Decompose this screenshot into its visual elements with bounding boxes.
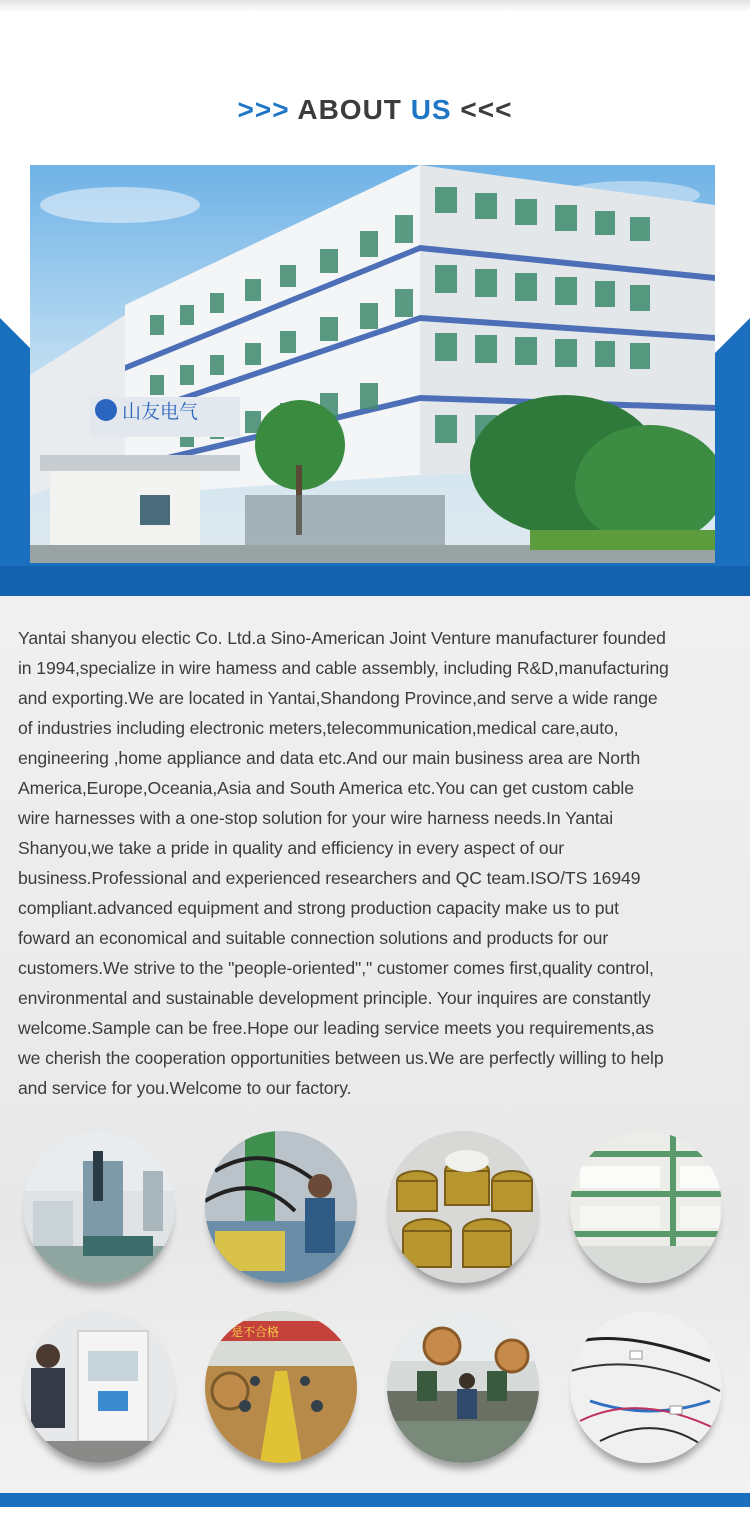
gallery-photo-assembly-workstation [23, 1311, 175, 1463]
footer-blue-bar [0, 1493, 750, 1507]
gallery-banner-text: 是不合格 [231, 1325, 280, 1339]
factory-gallery [0, 1128, 750, 1488]
top-shadow [0, 0, 750, 12]
gallery-photo-wire-spools [387, 1131, 539, 1283]
heading-arrows-left: >>> [237, 94, 290, 125]
gallery-photo-injection-machines [23, 1131, 175, 1283]
gallery-photo-wire-harness-samples [570, 1311, 722, 1463]
gallery-photo-worker-at-machine [205, 1131, 357, 1283]
gallery-photo-warehouse-shelves [570, 1131, 722, 1283]
factory-building-photo [30, 165, 715, 563]
gallery-photo-production-line [205, 1311, 357, 1463]
heading-arrows-right: <<< [460, 94, 513, 125]
about-us-heading [0, 94, 750, 126]
gallery-photo-crimping-workshop [387, 1311, 539, 1463]
blue-backdrop-shade [0, 566, 750, 596]
building-sign-text: 山友电气 [122, 401, 199, 423]
heading-word-about: ABOUT [297, 94, 402, 125]
heading-word-us: US [410, 94, 452, 125]
company-description: Yantai shanyou electic Co. Ltd.a Sino-American Joint Venture manufacturer founded in 1994,specialize in wire hamess and cable assembly, including R&D,manufacturing and exporting.We are located in Yantai,Shandong Province,and serve a wide range of industries including electronic meters,telecommunication,medical care,auto, engineering ,home appliance and data etc.And our main business area are North America,Europe,Oceania,Asia and South America etc.You can get custom cable wire harnesses with a one-stop solution for your wire harness needs.In Yantai Shanyou,we take a pride in quality and efficiency in every aspect of our business.Professional and experienced researchers and QC team.ISO/TS 16949 compliant.advanced equipment and strong production capacity make us to put foward an economical and suitable connection solutions and products for our customers.We strive to the "people-oriented"," customer comes first,quality control, environmental and sustainable development principle. Your inquires are constantly welcome.Sample can be free.Hope our leading service meets you requirements,as we cherish the cooperation opportunities between us.We are perfectly willing to help and service for you.Welcome to our factory. [18, 628, 669, 1098]
